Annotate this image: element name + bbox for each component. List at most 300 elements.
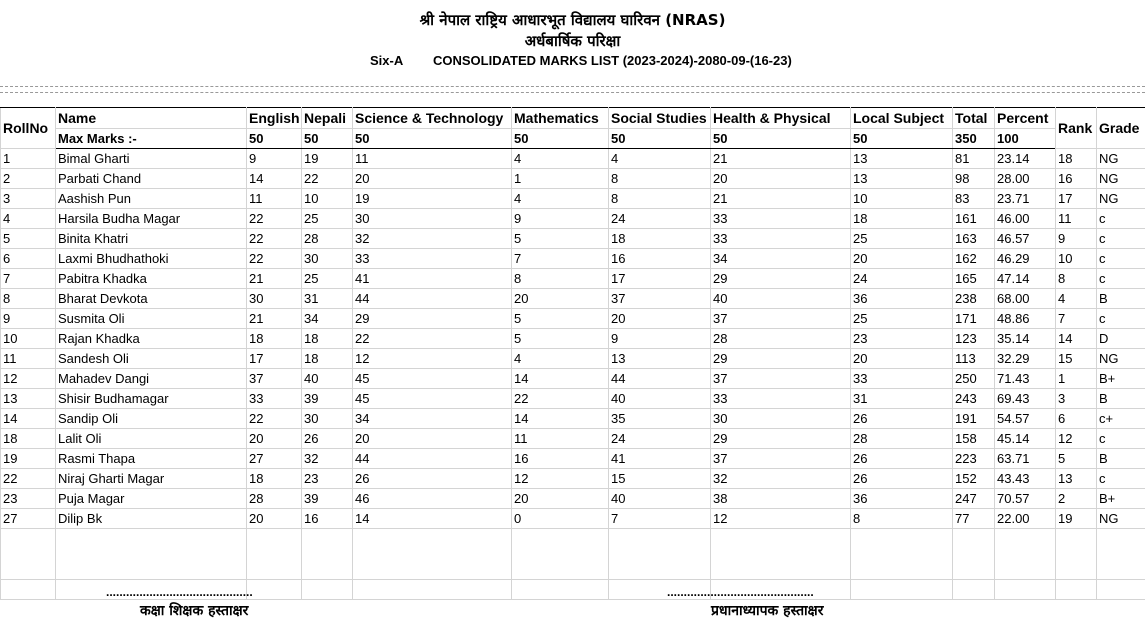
student-name: Puja Magar (56, 489, 247, 509)
empty-cell (247, 529, 302, 580)
social-mark: 24 (609, 429, 711, 449)
english-mark: 21 (247, 309, 302, 329)
english-mark: 9 (247, 149, 302, 169)
local-mark: 18 (851, 209, 953, 229)
local-mark: 8 (851, 509, 953, 529)
nepali-mark: 22 (302, 169, 353, 189)
nepali-mark: 32 (302, 449, 353, 469)
science-mark: 41 (353, 269, 512, 289)
english-mark: 37 (247, 369, 302, 389)
nepali-mark: 16 (302, 509, 353, 529)
math-mark: 0 (512, 509, 609, 529)
col-rank: Rank (1056, 108, 1097, 149)
headmaster-signature-label: प्रधानाध्यापक हस्ताक्षर (711, 603, 824, 619)
total-mark: 162 (953, 249, 995, 269)
class-teacher-signature-label: कक्षा शिक्षक हस्ताक्षर (140, 603, 249, 619)
student-name: Sandesh Oli (56, 349, 247, 369)
rank: 11 (1056, 209, 1097, 229)
table-row (1, 149, 1145, 169)
roll-no: 3 (1, 189, 56, 209)
total-mark: 152 (953, 469, 995, 489)
student-name: Laxmi Bhudhathoki (56, 249, 247, 269)
total-mark: 250 (953, 369, 995, 389)
max-mark: 50 (609, 129, 711, 149)
total-mark: 83 (953, 189, 995, 209)
english-mark: 22 (247, 229, 302, 249)
marks-table (0, 107, 1145, 600)
science-mark: 44 (353, 289, 512, 309)
signature-line-right: ............................................ (667, 585, 814, 599)
rank: 13 (1056, 469, 1097, 489)
local-mark: 24 (851, 269, 953, 289)
rank: 3 (1056, 389, 1097, 409)
rank: 2 (1056, 489, 1097, 509)
math-mark: 16 (512, 449, 609, 469)
health-mark: 29 (711, 429, 851, 449)
total-mark: 165 (953, 269, 995, 289)
list-title: CONSOLIDATED MARKS LIST (2023-2024)-2080-09-(16-23) (433, 53, 792, 68)
empty-cell (711, 529, 851, 580)
table-row (1, 309, 1145, 329)
grade: NG (1097, 189, 1145, 209)
dashed-divider (0, 92, 1145, 93)
nepali-mark: 30 (302, 409, 353, 429)
science-mark: 33 (353, 249, 512, 269)
empty-cell (302, 580, 353, 600)
social-mark: 13 (609, 349, 711, 369)
col-english: English (247, 108, 302, 129)
health-mark: 28 (711, 329, 851, 349)
empty-cell (512, 529, 609, 580)
english-mark: 11 (247, 189, 302, 209)
col-grade: Grade (1097, 108, 1145, 149)
social-mark: 18 (609, 229, 711, 249)
grade: NG (1097, 149, 1145, 169)
col-nepali: Nepali (302, 108, 353, 129)
student-name: Rajan Khadka (56, 329, 247, 349)
roll-no: 11 (1, 349, 56, 369)
percent: 35.14 (995, 329, 1056, 349)
dashed-divider (0, 86, 1145, 87)
local-mark: 33 (851, 369, 953, 389)
social-mark: 44 (609, 369, 711, 389)
roll-no: 14 (1, 409, 56, 429)
max-marks-label: Max Marks :- (56, 129, 247, 149)
social-mark: 37 (609, 289, 711, 309)
health-mark: 12 (711, 509, 851, 529)
table-row (1, 229, 1145, 249)
science-mark: 45 (353, 369, 512, 389)
health-mark: 20 (711, 169, 851, 189)
roll-no: 6 (1, 249, 56, 269)
max-mark: 50 (302, 129, 353, 149)
health-mark: 33 (711, 389, 851, 409)
table-row (1, 249, 1145, 269)
table-row (1, 389, 1145, 409)
max-mark: 50 (353, 129, 512, 149)
math-mark: 4 (512, 189, 609, 209)
health-mark: 37 (711, 309, 851, 329)
empty-cell (851, 580, 953, 600)
student-name: Niraj Gharti Magar (56, 469, 247, 489)
math-mark: 5 (512, 329, 609, 349)
percent: 46.00 (995, 209, 1056, 229)
local-mark: 26 (851, 409, 953, 429)
grade: NG (1097, 349, 1145, 369)
roll-no: 2 (1, 169, 56, 189)
max-marks-row (1, 129, 1145, 149)
local-mark: 20 (851, 249, 953, 269)
percent: 69.43 (995, 389, 1056, 409)
table-row (1, 429, 1145, 449)
total-mark: 161 (953, 209, 995, 229)
header-row (1, 108, 1145, 129)
social-mark: 24 (609, 209, 711, 229)
english-mark: 20 (247, 429, 302, 449)
math-mark: 9 (512, 209, 609, 229)
table-row (1, 349, 1145, 369)
science-mark: 44 (353, 449, 512, 469)
col-mathematics: Mathematics (512, 108, 609, 129)
max-mark: 50 (851, 129, 953, 149)
science-mark: 45 (353, 389, 512, 409)
english-mark: 33 (247, 389, 302, 409)
health-mark: 37 (711, 369, 851, 389)
rank: 16 (1056, 169, 1097, 189)
social-mark: 40 (609, 489, 711, 509)
empty-cell (953, 580, 995, 600)
empty-cell (353, 529, 512, 580)
english-mark: 27 (247, 449, 302, 469)
nepali-mark: 30 (302, 249, 353, 269)
local-mark: 36 (851, 489, 953, 509)
math-mark: 14 (512, 369, 609, 389)
table-row (1, 509, 1145, 529)
table-row (1, 369, 1145, 389)
col-percent: Percent (995, 108, 1056, 129)
local-mark: 26 (851, 449, 953, 469)
grade: B+ (1097, 489, 1145, 509)
rank: 1 (1056, 369, 1097, 389)
social-mark: 41 (609, 449, 711, 469)
col-rollno: RollNo (1, 108, 56, 149)
roll-no: 9 (1, 309, 56, 329)
health-mark: 21 (711, 149, 851, 169)
table-row (1, 189, 1145, 209)
rank: 6 (1056, 409, 1097, 429)
empty-cell (247, 580, 302, 600)
science-mark: 46 (353, 489, 512, 509)
grade: c (1097, 469, 1145, 489)
empty-cell (609, 529, 711, 580)
student-name: Shisir Budhamagar (56, 389, 247, 409)
student-name: Binita Khatri (56, 229, 247, 249)
total-mark: 123 (953, 329, 995, 349)
percent: 23.14 (995, 149, 1056, 169)
max-mark: 100 (995, 129, 1056, 149)
roll-no: 12 (1, 369, 56, 389)
grade: c (1097, 269, 1145, 289)
percent: 70.57 (995, 489, 1056, 509)
nepali-mark: 39 (302, 489, 353, 509)
rank: 15 (1056, 349, 1097, 369)
max-mark: 50 (247, 129, 302, 149)
empty-cell (512, 580, 609, 600)
science-mark: 20 (353, 169, 512, 189)
rank: 5 (1056, 449, 1097, 469)
nepali-mark: 19 (302, 149, 353, 169)
percent: 54.57 (995, 409, 1056, 429)
grade: D (1097, 329, 1145, 349)
roll-no: 19 (1, 449, 56, 469)
local-mark: 13 (851, 149, 953, 169)
health-mark: 21 (711, 189, 851, 209)
math-mark: 5 (512, 309, 609, 329)
health-mark: 37 (711, 449, 851, 469)
grade: B (1097, 289, 1145, 309)
percent: 63.71 (995, 449, 1056, 469)
english-mark: 28 (247, 489, 302, 509)
math-mark: 4 (512, 149, 609, 169)
student-name: Bimal Gharti (56, 149, 247, 169)
roll-no: 8 (1, 289, 56, 309)
roll-no: 4 (1, 209, 56, 229)
col-science: Science & Technology (353, 108, 512, 129)
grade: NG (1097, 169, 1145, 189)
nepali-mark: 34 (302, 309, 353, 329)
local-mark: 25 (851, 229, 953, 249)
science-mark: 30 (353, 209, 512, 229)
rank: 9 (1056, 229, 1097, 249)
col-social-studies: Social Studies (609, 108, 711, 129)
social-mark: 16 (609, 249, 711, 269)
class-label: Six-A (370, 53, 404, 68)
col-name: Name (56, 108, 247, 129)
english-mark: 21 (247, 269, 302, 289)
health-mark: 29 (711, 269, 851, 289)
student-name: Lalit Oli (56, 429, 247, 449)
table-row (1, 169, 1145, 189)
student-name: Dilip Bk (56, 509, 247, 529)
empty-cell (851, 529, 953, 580)
roll-no: 13 (1, 389, 56, 409)
student-name: Rasmi Thapa (56, 449, 247, 469)
percent: 71.43 (995, 369, 1056, 389)
percent: 23.71 (995, 189, 1056, 209)
math-mark: 20 (512, 489, 609, 509)
local-mark: 36 (851, 289, 953, 309)
signature-line-left: ............................................ (106, 585, 253, 599)
math-mark: 12 (512, 469, 609, 489)
grade: c+ (1097, 409, 1145, 429)
rank: 12 (1056, 429, 1097, 449)
percent: 45.14 (995, 429, 1056, 449)
grade: B (1097, 449, 1145, 469)
local-mark: 23 (851, 329, 953, 349)
local-mark: 31 (851, 389, 953, 409)
col-health: Health & Physical (711, 108, 851, 129)
grade: B+ (1097, 369, 1145, 389)
student-name: Pabitra Khadka (56, 269, 247, 289)
social-mark: 8 (609, 169, 711, 189)
col-local-subject: Local Subject (851, 108, 953, 129)
total-mark: 77 (953, 509, 995, 529)
max-mark: 50 (711, 129, 851, 149)
social-mark: 7 (609, 509, 711, 529)
math-mark: 1 (512, 169, 609, 189)
math-mark: 20 (512, 289, 609, 309)
grade: c (1097, 429, 1145, 449)
total-mark: 158 (953, 429, 995, 449)
science-mark: 12 (353, 349, 512, 369)
science-mark: 26 (353, 469, 512, 489)
science-mark: 34 (353, 409, 512, 429)
roll-no: 22 (1, 469, 56, 489)
empty-cell (1, 580, 56, 600)
health-mark: 38 (711, 489, 851, 509)
empty-cell (995, 580, 1056, 600)
table-row (1, 409, 1145, 429)
rank: 18 (1056, 149, 1097, 169)
rank: 7 (1056, 309, 1097, 329)
table-row (1, 289, 1145, 309)
grade: NG (1097, 509, 1145, 529)
empty-cell (56, 529, 247, 580)
grade: B (1097, 389, 1145, 409)
health-mark: 34 (711, 249, 851, 269)
empty-cell (953, 529, 995, 580)
health-mark: 30 (711, 409, 851, 429)
student-name: Aashish Pun (56, 189, 247, 209)
total-mark: 113 (953, 349, 995, 369)
grade: c (1097, 209, 1145, 229)
empty-cell (1056, 529, 1097, 580)
rank: 4 (1056, 289, 1097, 309)
nepali-mark: 40 (302, 369, 353, 389)
student-name: Mahadev Dangi (56, 369, 247, 389)
local-mark: 28 (851, 429, 953, 449)
english-mark: 17 (247, 349, 302, 369)
math-mark: 22 (512, 389, 609, 409)
health-mark: 33 (711, 209, 851, 229)
total-mark: 243 (953, 389, 995, 409)
col-total: Total (953, 108, 995, 129)
total-mark: 98 (953, 169, 995, 189)
english-mark: 20 (247, 509, 302, 529)
math-mark: 4 (512, 349, 609, 369)
rank: 14 (1056, 329, 1097, 349)
percent: 22.00 (995, 509, 1056, 529)
percent: 46.29 (995, 249, 1056, 269)
math-mark: 14 (512, 409, 609, 429)
rank: 17 (1056, 189, 1097, 209)
english-mark: 18 (247, 469, 302, 489)
percent: 28.00 (995, 169, 1056, 189)
student-name: Sandip Oli (56, 409, 247, 429)
social-mark: 40 (609, 389, 711, 409)
health-mark: 32 (711, 469, 851, 489)
social-mark: 17 (609, 269, 711, 289)
table-row (1, 269, 1145, 289)
table-row (1, 469, 1145, 489)
local-mark: 25 (851, 309, 953, 329)
grade: c (1097, 309, 1145, 329)
roll-no: 7 (1, 269, 56, 289)
total-mark: 163 (953, 229, 995, 249)
total-mark: 81 (953, 149, 995, 169)
social-mark: 9 (609, 329, 711, 349)
school-name: श्री नेपाल राष्ट्रिय आधारभूत विद्यालय घारिवन (NRAS) (419, 11, 726, 29)
empty-cell (1, 529, 56, 580)
table-row (1, 449, 1145, 469)
local-mark: 26 (851, 469, 953, 489)
empty-cell (1097, 529, 1145, 580)
nepali-mark: 25 (302, 209, 353, 229)
roll-no: 1 (1, 149, 56, 169)
nepali-mark: 26 (302, 429, 353, 449)
math-mark: 11 (512, 429, 609, 449)
english-mark: 22 (247, 209, 302, 229)
math-mark: 7 (512, 249, 609, 269)
health-mark: 40 (711, 289, 851, 309)
percent: 48.86 (995, 309, 1056, 329)
social-mark: 15 (609, 469, 711, 489)
total-mark: 223 (953, 449, 995, 469)
nepali-mark: 39 (302, 389, 353, 409)
roll-no: 10 (1, 329, 56, 349)
nepali-mark: 25 (302, 269, 353, 289)
science-mark: 19 (353, 189, 512, 209)
student-name: Parbati Chand (56, 169, 247, 189)
total-mark: 238 (953, 289, 995, 309)
english-mark: 18 (247, 329, 302, 349)
rank: 19 (1056, 509, 1097, 529)
roll-no: 23 (1, 489, 56, 509)
table-row (1, 209, 1145, 229)
percent: 32.29 (995, 349, 1056, 369)
percent: 46.57 (995, 229, 1056, 249)
table-row (1, 489, 1145, 509)
nepali-mark: 18 (302, 329, 353, 349)
total-mark: 191 (953, 409, 995, 429)
total-mark: 171 (953, 309, 995, 329)
student-name: Susmita Oli (56, 309, 247, 329)
social-mark: 4 (609, 149, 711, 169)
science-mark: 22 (353, 329, 512, 349)
percent: 68.00 (995, 289, 1056, 309)
nepali-mark: 18 (302, 349, 353, 369)
percent: 43.43 (995, 469, 1056, 489)
nepali-mark: 28 (302, 229, 353, 249)
rank: 8 (1056, 269, 1097, 289)
rank: 10 (1056, 249, 1097, 269)
table-row (1, 329, 1145, 349)
social-mark: 35 (609, 409, 711, 429)
science-mark: 29 (353, 309, 512, 329)
english-mark: 14 (247, 169, 302, 189)
roll-no: 27 (1, 509, 56, 529)
empty-cell (353, 580, 512, 600)
local-mark: 13 (851, 169, 953, 189)
health-mark: 29 (711, 349, 851, 369)
total-mark: 247 (953, 489, 995, 509)
empty-row (1, 529, 1145, 580)
english-mark: 22 (247, 409, 302, 429)
english-mark: 30 (247, 289, 302, 309)
science-mark: 20 (353, 429, 512, 449)
science-mark: 11 (353, 149, 512, 169)
student-name: Bharat Devkota (56, 289, 247, 309)
